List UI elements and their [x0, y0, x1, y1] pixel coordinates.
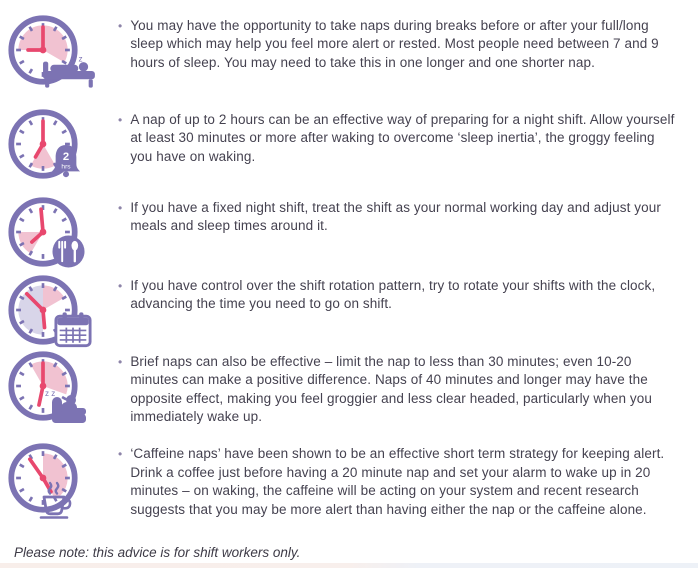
- advice-row-caffeine-naps: [0, 441, 698, 518]
- clock-two-hour-bell-icon: [0, 107, 116, 183]
- svg-text:hrs: hrs: [61, 163, 71, 171]
- advice-row-two-hour-nap: [0, 107, 698, 183]
- clock-meals-cutlery-icon: [0, 195, 116, 271]
- advice-text: [116, 195, 678, 236]
- svg-text:z z: z z: [72, 53, 83, 64]
- advice-row-shift-rotation: [0, 273, 698, 349]
- svg-text:2: 2: [62, 151, 70, 164]
- bullet-marker: •: [118, 447, 123, 462]
- calendar-icon: [54, 311, 92, 348]
- clock-brief-nap-armchair-icon: [0, 349, 116, 425]
- advice-paragraph: Brief naps can also be effective – limit the nap to less than 30 minutes; even 10-20 minutes can make a positive difference. Naps of 40 minutes and longer may have the opposite effect, making you feel groggier and less clear headed, particularly when you immediately wake up.: [130, 354, 652, 425]
- footer-color-strip: [0, 563, 698, 568]
- armchair-sleeper-icon: [44, 387, 90, 427]
- advice-row-long-sleep: [0, 13, 698, 89]
- bullet-marker: •: [118, 355, 123, 369]
- bell-icon: [50, 141, 82, 181]
- advice-paragraph: ‘Caffeine naps’ have been shown to be an effective short term strategy for keeping alert. Drink a coffee just before having a 20 minute nap and set your alarm to wake up in 20 minutes – on waking, the caffeine will be acting on your system and recent research suggests that you may be more alert than having either the nap or the caffeine alone.: [130, 446, 665, 517]
- coffee-cup-icon: [36, 481, 76, 519]
- clock-caffeine-coffee-icon: [0, 441, 116, 517]
- clock-sleep-bed-icon: [0, 13, 116, 89]
- advice-text: [116, 13, 678, 72]
- bullet-marker: •: [118, 201, 123, 215]
- advice-paragraph: A nap of up to 2 hours can be an effective way of preparing for a night shift. Allow yourself at least 30 minutes or more after waking to overcome ‘sleep inertia’, the groggy feeling you have on waking.: [130, 112, 675, 164]
- advice-paragraph: You may have the opportunity to take naps during breaks before or after your full/long sleep which may help you feel more alert or rested. Most people need between 7 and 9 hours of sleep. You may need to take this in one longer and one shorter nap.: [130, 18, 659, 70]
- advice-text: [116, 273, 678, 314]
- advice-paragraph: If you have a fixed night shift, treat the shift as your normal working day and adjust your meals and sleep times around it.: [130, 200, 661, 234]
- advice-text: [116, 107, 678, 166]
- cutlery-icon: [52, 235, 85, 268]
- advice-row-brief-naps: [0, 349, 698, 426]
- bed-icon: [42, 53, 98, 89]
- advice-text: [116, 441, 678, 518]
- shift-workers-note: Please note: this advice is for shift workers only.: [14, 545, 301, 560]
- advice-row-fixed-night-shift: [0, 195, 698, 271]
- bullet-marker: •: [118, 279, 123, 293]
- bullet-marker: •: [118, 113, 123, 127]
- advice-text: [116, 349, 678, 426]
- advice-paragraph: If you have control over the shift rotation pattern, try to rotate your shifts with the clock, advancing the time you need to go on shift.: [130, 278, 656, 312]
- clock-rotation-calendar-icon: [0, 273, 116, 349]
- svg-text:z z: z z: [45, 389, 56, 398]
- bullet-marker: •: [118, 19, 123, 33]
